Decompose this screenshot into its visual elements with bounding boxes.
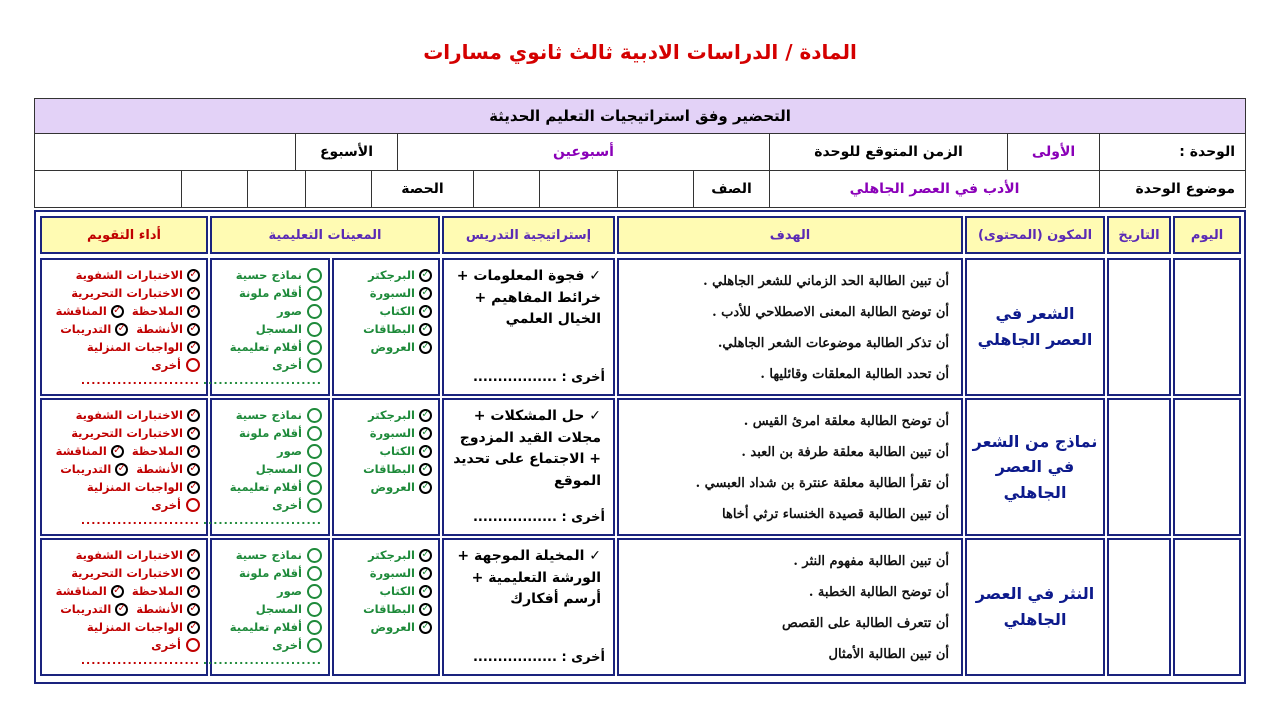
- aid-label: نماذج حسية: [235, 548, 302, 562]
- goal-item: أن تبين الطالبة قصيدة الخنساء ترثي أخاها: [722, 507, 949, 522]
- aid-item[interactable]: [216, 636, 322, 654]
- assessment-line: [46, 320, 200, 338]
- aid-label: أقلام ملونة: [239, 566, 302, 580]
- goal-item: أن تبين الطالبة الحد الزماني للشعر الجاهلي .: [703, 274, 949, 289]
- aid-item[interactable]: [216, 582, 322, 600]
- assessment-dots: .......................: [80, 374, 200, 387]
- empty-circle-icon[interactable]: [186, 358, 200, 372]
- checked-circle-icon[interactable]: ✓: [187, 567, 200, 580]
- other-label: أخرى :: [561, 649, 605, 665]
- column-header-goal: الهدف: [617, 216, 963, 254]
- assessment-cell: [40, 258, 208, 396]
- page-title: المادة / الدراسات الادبية ثالث ثانوي مسارات: [423, 40, 857, 64]
- aid-item[interactable]: [216, 442, 322, 460]
- checked-circle-icon[interactable]: ✓: [187, 341, 200, 354]
- checked-circle-icon[interactable]: ✓: [419, 445, 432, 458]
- checked-circle-icon[interactable]: ✓: [419, 287, 432, 300]
- assessment-line: [46, 442, 200, 460]
- aid-item[interactable]: [338, 582, 432, 600]
- checked-circle-icon[interactable]: ✓: [419, 305, 432, 318]
- aids-other-cell: [202, 398, 330, 536]
- aid-label: صور: [277, 584, 302, 598]
- aid-item[interactable]: [216, 546, 322, 564]
- header-table: [34, 98, 1246, 208]
- class-cell-3: [473, 171, 539, 207]
- aid-item[interactable]: [216, 338, 322, 356]
- assessment-dots: .......................: [80, 514, 200, 527]
- empty-circle-icon[interactable]: [307, 498, 322, 513]
- aids-dots: .......................: [202, 514, 322, 527]
- checked-circle-icon[interactable]: ✓: [419, 549, 432, 562]
- aid-item[interactable]: [216, 496, 322, 514]
- aid-label: البرجكتر: [368, 548, 415, 562]
- aid-item[interactable]: [338, 618, 432, 636]
- aid-label: السبورة: [369, 286, 415, 300]
- goal-cell: [617, 538, 963, 676]
- strategy-text: المخيلة الموجهة + الورشة التعليمية + أرسم أفكارك: [457, 548, 601, 608]
- aid-item[interactable]: [338, 284, 432, 302]
- empty-circle-icon[interactable]: [307, 340, 322, 355]
- aid-item[interactable]: [216, 266, 322, 284]
- empty-circle-icon[interactable]: [307, 408, 322, 423]
- empty-circle-icon[interactable]: [186, 498, 200, 512]
- checked-circle-icon[interactable]: ✓: [187, 409, 200, 422]
- aid-item[interactable]: [338, 338, 432, 356]
- strategy-text: حل المشكلات + مجلات القيد المزدوج + الاجتماع على تحديد الموقع: [453, 408, 601, 490]
- empty-circle-icon[interactable]: [307, 566, 322, 581]
- assessment-line: [46, 406, 200, 424]
- aid-item[interactable]: [338, 424, 432, 442]
- day-cell: [1173, 538, 1241, 676]
- topic-value: الأدب في العصر الجاهلي: [769, 171, 1099, 207]
- aid-label: صور: [277, 304, 302, 318]
- other-label: أخرى :: [561, 509, 605, 525]
- aid-item[interactable]: [216, 356, 322, 374]
- assessment-label: الأنشطة: [136, 322, 183, 336]
- aid-label: المسجل: [255, 322, 302, 336]
- assessment-label: الواجبات المنزلية: [86, 480, 183, 494]
- goal-item: أن تذكر الطالبة موضوعات الشعر الجاهلي.: [717, 336, 949, 351]
- week-value: [35, 134, 295, 170]
- assessment-line: [46, 546, 200, 564]
- assessment-label: أخرى: [151, 638, 181, 652]
- component-cell: [965, 538, 1105, 676]
- assessment-label: الأنشطة: [136, 602, 183, 616]
- empty-circle-icon[interactable]: [307, 322, 322, 337]
- aid-label: أقلام ملونة: [239, 286, 302, 300]
- duration-label: الزمن المتوقع للوحدة: [769, 134, 1007, 170]
- date-cell: [1107, 398, 1171, 536]
- aid-item[interactable]: [338, 564, 432, 582]
- aid-item[interactable]: [216, 618, 322, 636]
- aid-item[interactable]: [216, 478, 322, 496]
- aid-label: أخرى: [272, 498, 302, 512]
- assessment-line: [46, 424, 200, 442]
- assessment-line: [46, 618, 200, 636]
- empty-circle-icon[interactable]: [307, 304, 322, 319]
- header-row-1: [35, 134, 1245, 171]
- aid-item[interactable]: [338, 266, 432, 284]
- component-text: الشعر في العصر الجاهلي: [977, 304, 1093, 349]
- checked-circle-icon[interactable]: ✓: [115, 603, 128, 616]
- checked-circle-icon[interactable]: ✓: [419, 567, 432, 580]
- goal-item: أن توضح الطالبة المعنى الاصطلاحي للأدب .: [712, 305, 949, 320]
- aid-label: البطاقات: [363, 462, 415, 476]
- aid-label: أفلام تعليمية: [229, 620, 302, 634]
- aid-label: أخرى: [272, 358, 302, 372]
- aid-label: صور: [277, 444, 302, 458]
- aid-label: البرجكتر: [368, 408, 415, 422]
- assessment-line: [46, 582, 200, 600]
- assessment-label: التدريبات: [60, 462, 112, 476]
- assessment-label: الأنشطة: [136, 462, 183, 476]
- goal-item: أن تقرأ الطالبة معلقة عنترة بن شداد العبسي .: [695, 476, 949, 491]
- topic-label: موضوع الوحدة: [1099, 171, 1245, 207]
- checked-circle-icon[interactable]: ✓: [187, 323, 200, 336]
- column-header-day: اليوم: [1173, 216, 1241, 254]
- aid-label: نماذج حسية: [235, 268, 302, 282]
- aid-item[interactable]: [216, 460, 322, 478]
- aid-label: العروض: [370, 480, 415, 494]
- strategy-cell: [442, 398, 615, 536]
- assessment-label: الاختبارات الشفوية: [75, 408, 183, 422]
- empty-circle-icon[interactable]: [307, 462, 322, 477]
- empty-circle-icon[interactable]: [186, 638, 200, 652]
- assessment-line: [46, 636, 200, 654]
- aid-item[interactable]: [338, 320, 432, 338]
- check-icon: ✓: [584, 548, 601, 564]
- aid-label: أفلام تعليمية: [229, 480, 302, 494]
- assessment-label: الملاحظة: [131, 444, 183, 458]
- goal-item: أن توضح الطالبة الخطبة .: [808, 585, 949, 600]
- checked-circle-icon[interactable]: ✓: [187, 603, 200, 616]
- aids-checked-cell: [332, 538, 440, 676]
- checked-circle-icon[interactable]: ✓: [419, 585, 432, 598]
- checked-circle-icon[interactable]: ✓: [419, 269, 432, 282]
- empty-circle-icon[interactable]: [307, 638, 322, 653]
- empty-circle-icon[interactable]: [307, 480, 322, 495]
- date-cell: [1107, 258, 1171, 396]
- check-icon: ✓: [584, 408, 601, 424]
- strategy-cell: [442, 258, 615, 396]
- assessment-label: الملاحظة: [131, 584, 183, 598]
- checked-circle-icon[interactable]: ✓: [419, 341, 432, 354]
- goal-item: أن تحدد الطالبة المعلقات وقائليها .: [760, 367, 949, 382]
- checked-circle-icon[interactable]: ✓: [419, 323, 432, 336]
- component-cell: [965, 258, 1105, 396]
- checked-circle-icon[interactable]: ✓: [187, 463, 200, 476]
- checked-circle-icon[interactable]: ✓: [115, 323, 128, 336]
- empty-circle-icon[interactable]: [307, 426, 322, 441]
- class-cell-2: [539, 171, 617, 207]
- aid-label: أقلام ملونة: [239, 426, 302, 440]
- assessment-label: التدريبات: [60, 322, 112, 336]
- aid-item[interactable]: [216, 284, 322, 302]
- aid-item[interactable]: [338, 478, 432, 496]
- assessment-label: الاختبارات الشفوية: [75, 268, 183, 282]
- assessment-line: [46, 564, 200, 582]
- checked-circle-icon[interactable]: ✓: [187, 621, 200, 634]
- aid-label: الكتاب: [379, 584, 415, 598]
- column-header-component: المكون (المحتوى): [965, 216, 1105, 254]
- header-banner: التحضير وفق استراتيجيات التعليم الحديثة: [35, 99, 1245, 134]
- checked-circle-icon[interactable]: ✓: [419, 427, 432, 440]
- assessment-line: [46, 460, 200, 478]
- aid-label: السبورة: [369, 426, 415, 440]
- strategy-other: [473, 368, 605, 388]
- checked-circle-icon[interactable]: ✓: [419, 481, 432, 494]
- other-label: أخرى :: [561, 369, 605, 385]
- date-cell: [1107, 538, 1171, 676]
- checked-circle-icon[interactable]: ✓: [187, 287, 200, 300]
- assessment-label: المناقشة: [55, 444, 107, 458]
- assessment-cell: [40, 538, 208, 676]
- empty-circle-icon[interactable]: [307, 358, 322, 373]
- strategy-other: [473, 648, 605, 668]
- column-header-date: التاريخ: [1107, 216, 1171, 254]
- aid-item[interactable]: [216, 302, 322, 320]
- strategy-cell: [442, 538, 615, 676]
- assessment-label: المناقشة: [55, 584, 107, 598]
- goal-item: أن تبين الطالبة مفهوم النثر .: [793, 554, 949, 569]
- period-label: الحصة: [371, 171, 473, 207]
- aids-dots: .......................: [202, 654, 322, 667]
- checked-circle-icon[interactable]: ✓: [115, 463, 128, 476]
- checked-circle-icon[interactable]: ✓: [187, 427, 200, 440]
- other-dots: .................: [472, 369, 557, 385]
- assessment-line: [46, 478, 200, 496]
- aid-item[interactable]: [216, 406, 322, 424]
- aid-label: العروض: [370, 340, 415, 354]
- aid-label: المسجل: [255, 602, 302, 616]
- aid-item[interactable]: [338, 442, 432, 460]
- aid-item[interactable]: [216, 600, 322, 618]
- empty-circle-icon[interactable]: [307, 602, 322, 617]
- column-header-aids: المعينات التعليمية: [210, 216, 440, 254]
- assessment-label: أخرى: [151, 498, 181, 512]
- unit-value: الأولى: [1007, 134, 1099, 170]
- aid-item[interactable]: [338, 600, 432, 618]
- aid-label: المسجل: [255, 462, 302, 476]
- column-header-assessment: أداء التقويم: [40, 216, 208, 254]
- aid-label: أفلام تعليمية: [229, 340, 302, 354]
- aid-label: الكتاب: [379, 444, 415, 458]
- aid-label: البرجكتر: [368, 268, 415, 282]
- checked-circle-icon[interactable]: ✓: [187, 549, 200, 562]
- aid-label: العروض: [370, 620, 415, 634]
- assessment-label: أخرى: [151, 358, 181, 372]
- column-header-strategy: إستراتيجية التدريس: [442, 216, 615, 254]
- assessment-label: الاختبارات التحريرية: [71, 566, 183, 580]
- strategy-other: [473, 508, 605, 528]
- other-dots: .................: [472, 509, 557, 525]
- assessment-line: [46, 338, 200, 356]
- checked-circle-icon[interactable]: ✓: [187, 585, 200, 598]
- assessment-line: [46, 600, 200, 618]
- assessment-cell: [40, 398, 208, 536]
- week-label: الأسبوع: [295, 134, 397, 170]
- assessment-label: المناقشة: [55, 304, 107, 318]
- assessment-line: [46, 496, 200, 514]
- aid-label: نماذج حسية: [235, 408, 302, 422]
- period-cell-4: [113, 171, 181, 207]
- aid-label: أخرى: [272, 638, 302, 652]
- assessment-label: التدريبات: [60, 602, 112, 616]
- assessment-label: الملاحظة: [131, 304, 183, 318]
- aid-label: البطاقات: [363, 602, 415, 616]
- empty-circle-icon[interactable]: [307, 548, 322, 563]
- period-cell-2: [247, 171, 305, 207]
- aid-item[interactable]: [216, 424, 322, 442]
- checked-circle-icon[interactable]: ✓: [187, 269, 200, 282]
- assessment-line: [46, 266, 200, 284]
- goal-item: أن تبين الطالبة معلقة طرفة بن العبد .: [741, 445, 949, 460]
- aids-dots: .......................: [202, 374, 322, 387]
- assessment-dots: .......................: [80, 654, 200, 667]
- assessment-line: [46, 302, 200, 320]
- empty-circle-icon[interactable]: [307, 268, 322, 283]
- goal-cell: [617, 258, 963, 396]
- day-cell: [1173, 258, 1241, 396]
- goal-item: أن تبين الطالبة الأمثال: [828, 647, 949, 662]
- aid-item[interactable]: [338, 546, 432, 564]
- aid-label: السبورة: [369, 566, 415, 580]
- empty-circle-icon[interactable]: [307, 584, 322, 599]
- assessment-label: الاختبارات التحريرية: [71, 426, 183, 440]
- checked-circle-icon[interactable]: ✓: [187, 481, 200, 494]
- checked-circle-icon[interactable]: ✓: [187, 305, 200, 318]
- class-label: الصف: [693, 171, 769, 207]
- assessment-line: [46, 284, 200, 302]
- checked-circle-icon[interactable]: ✓: [419, 463, 432, 476]
- header-row-2: [35, 171, 1245, 207]
- component-text: النثر في العصر الجاهلي: [975, 584, 1095, 629]
- goal-item: أن تتعرف الطالبة على القصص: [781, 616, 949, 631]
- checked-circle-icon[interactable]: ✓: [419, 409, 432, 422]
- checked-circle-icon[interactable]: ✓: [111, 585, 124, 598]
- lesson-table: [34, 210, 1246, 684]
- goal-cell: [617, 398, 963, 536]
- assessment-label: الواجبات المنزلية: [86, 340, 183, 354]
- component-cell: [965, 398, 1105, 536]
- assessment-line: [46, 356, 200, 374]
- checked-circle-icon[interactable]: ✓: [419, 603, 432, 616]
- aids-checked-cell: [332, 258, 440, 396]
- unit-label: الوحدة :: [1099, 134, 1245, 170]
- checked-circle-icon[interactable]: ✓: [187, 445, 200, 458]
- goal-item: أن توضح الطالبة معلقة امرئ القيس .: [743, 414, 949, 429]
- assessment-label: الاختبارات التحريرية: [71, 286, 183, 300]
- aid-item[interactable]: [338, 460, 432, 478]
- checked-circle-icon[interactable]: ✓: [111, 305, 124, 318]
- period-cell-1: [305, 171, 371, 207]
- class-cell-1: [617, 171, 693, 207]
- aid-item[interactable]: [216, 320, 322, 338]
- aid-label: البطاقات: [363, 322, 415, 336]
- empty-circle-icon[interactable]: [307, 286, 322, 301]
- aids-other-cell: [202, 258, 330, 396]
- aid-item[interactable]: [216, 564, 322, 582]
- aid-label: الكتاب: [379, 304, 415, 318]
- check-icon: ✓: [584, 268, 601, 284]
- empty-circle-icon[interactable]: [307, 444, 322, 459]
- empty-circle-icon[interactable]: [307, 620, 322, 635]
- checked-circle-icon[interactable]: ✓: [419, 621, 432, 634]
- period-cell-3: [181, 171, 247, 207]
- aid-item[interactable]: [338, 406, 432, 424]
- assessment-label: الاختبارات الشفوية: [75, 548, 183, 562]
- aids-other-cell: [202, 538, 330, 676]
- checked-circle-icon[interactable]: ✓: [111, 445, 124, 458]
- assessment-label: الواجبات المنزلية: [86, 620, 183, 634]
- duration-value: أسبوعين: [397, 134, 769, 170]
- component-text: نماذج من الشعر في العصر الجاهلي: [972, 431, 1098, 502]
- day-cell: [1173, 398, 1241, 536]
- aids-checked-cell: [332, 398, 440, 536]
- other-dots: .................: [472, 649, 557, 665]
- aid-item[interactable]: [338, 302, 432, 320]
- strategy-text: فجوة المعلومات + خرائط المفاهيم + الخيال العلمي: [456, 268, 601, 328]
